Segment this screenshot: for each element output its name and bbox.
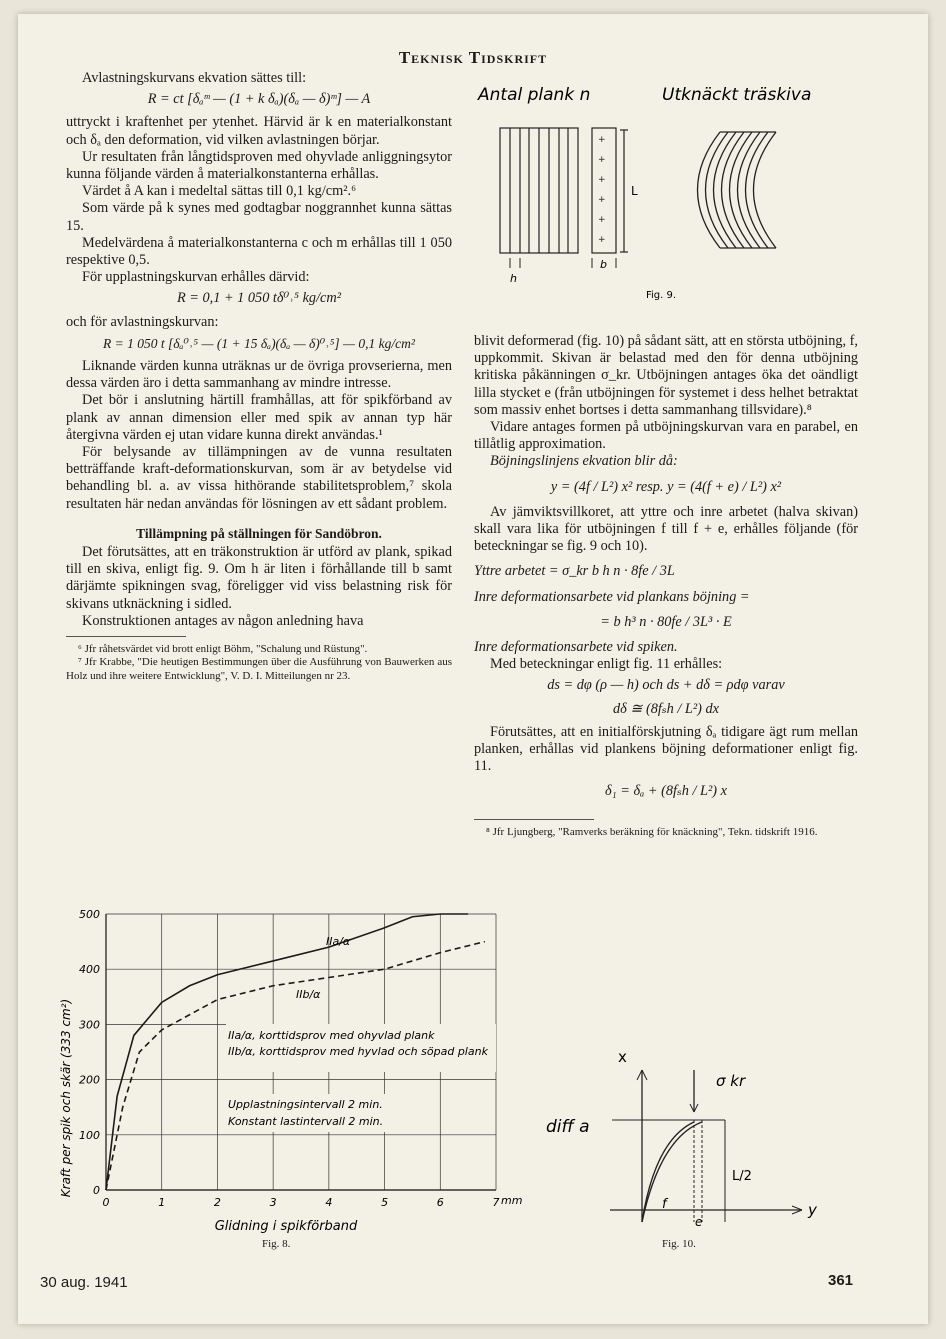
left-paragraph: För belysande av tillämpningen av de vunna resultaten betträffande kraft-deformationskurvan, som är av betydelse vid behandling bl. a. av vissa hithörande stabilitetsproblem,⁷ skola resultaten här nedan användas för lösningen av ett sådant problem. [66,444,452,512]
fig10-label-f: f [662,1197,667,1212]
left-paragraph: Konstruktionen antages av någon anledning hava [82,612,364,629]
x-tick-label: 1 [158,1196,166,1209]
chart-xunit: mm [501,1194,523,1207]
right-column [474,333,858,839]
legend-line-3: Upplastningsintervall 2 min. [228,1098,383,1111]
left-paragraph: Det bör i anslutning härtill framhållas, att för spikförband av plank av annan dimension eller med spik av annan typ här återgivna värden ej utan vidare kunna direkt användas.¹ [66,392,452,443]
left-paragraph: Avlastningskurvans ekvation sättes till: [82,70,307,86]
fig9-label-h: h [510,272,517,285]
fig10-label-sigma: σ kr [716,1072,746,1090]
fig10-label-x: x [618,1048,627,1066]
left-paragraph: Som värde på k synes med godtagbar noggrannhet kunna sättas 15. [66,200,452,234]
svg-text:+: + [598,155,606,165]
footnotes-left [66,643,452,683]
section-heading: Tillämpning på ställningen för Sandöbron. [136,525,382,541]
fig9-label-L: L [631,184,638,198]
fig10-caption: Fig. 10. [662,1238,696,1250]
journal-header: Teknisk Tidskrift [398,48,548,67]
left-paragraph: Ur resultaten från långtidsproven med ohyvlade anliggningsytor kunna följande värden å materialkonstanterna erhållas. [66,148,452,183]
y-tick-label: 300 [79,1018,100,1032]
right-paragraph: blivit deformerad (fig. 10) på sådant sätt, att en största utböjning, f, uppkommit. Skivan är belastad med den för denna utböjning kritiska påkänningen σ_kr. Utböjningen antages öka det oändligt lilla stycket e (från utböjningen för systemet i dess helhet betraktat som massiv enhet bortses i detta sammanhang tillsvidare).⁸ [474,333,858,418]
fig10-label-e: e [695,1215,703,1229]
fig9-diagram [470,80,870,301]
series-label-IIb: IIb/α [296,988,321,1001]
equation-unloading-values: R = 1 050 t [δₐ⁰˒⁵ — (1 + 15 δₐ)(δₐ — δ)⁰˒⁵] — 0,1 kg/cm² [103,335,415,351]
x-tick-label: 3 [269,1196,277,1209]
svg-text:+: + [598,175,606,185]
legend-line-2: IIb/α, korttidsprov med hyvlad och söpad plank [228,1045,488,1058]
fig10-label-half: L/2 [732,1169,752,1184]
right-paragraph: Med beteckningar enligt fig. 11 erhålles: [490,656,723,673]
legend-line-1: IIa/α, korttidsprov med ohyvlad plank [228,1029,435,1042]
left-paragraph: För upplastningskurvan erhålles därvid: [82,269,310,286]
svg-text:+: + [598,135,606,145]
fig9-title-left: Antal plank n [478,85,591,105]
page-number: 361 [828,1272,854,1289]
equation-delta1: δ₁ = δₐ + (8fₛh / L²) x [605,783,727,800]
equation-plank-work: = b h³ n · 80fe / 3L³ · E [600,613,732,630]
y-tick-label: 500 [79,908,100,921]
legend-line-4: Konstant lastintervall 2 min. [228,1115,384,1128]
footnote-8: ⁸ Jfr Ljungberg, "Ramverks beräkning för knäckning", Tekn. tidskrift 1916. [486,825,818,838]
y-tick-label: 400 [79,963,100,977]
svg-text:+: + [598,235,606,245]
fig10-label-diff: diff a [546,1117,590,1137]
equation-nail-ds: ds = dφ (ρ — h) och ds + dδ = ρdφ varav [547,677,785,694]
equation-bending-line: y = (4f / L²) x² resp. y = (4(f + e) / L²) x² [550,478,782,495]
buckled-board [698,132,777,248]
left-paragraph: Det förutsättes, att en träkonstruktion är utförd av plank, spikad till en skiva, enligt fig. 9. Om h är liten i förhållande till b samt därjämte spikningen svag, föreligger vid viss belastning risk för skivans utknäckning i sidled. [66,544,452,612]
equation-external-work: Yttre arbetet = σ_kr b h n · 8fe / 3L [474,563,675,580]
nail-marks [598,135,606,245]
deflection-curve-offset [642,1122,702,1222]
equation-nail-ddelta: dδ ≅ (8fₛh / L²) dx [613,700,719,717]
fig9-caption: Fig. 9. [646,290,677,301]
chart-xlabel: Glidning i spikförband [214,1219,358,1234]
left-paragraph: uttryckt i kraftenhet per ytenhet. Härvid är k en materialkonstant och δₐ den deformation, vid vilken avlastningen börjar. [66,114,452,148]
series-label-IIa: IIa/α [326,935,351,948]
plank-stack-front [500,128,578,253]
left-paragraph: och för avlastningskurvan: [66,313,219,330]
y-tick-label: 100 [79,1128,100,1142]
footnote-divider [474,819,594,820]
left-paragraph: Värdet å A kan i medeltal sättas till 0,1 kg/cm².⁶ [82,183,357,200]
x-tick-label: 5 [381,1196,389,1209]
left-paragraph: Liknande värden kunna uträknas ur de övriga provserierna, men dessa värden äro i detta sammanhang av mindre intresse. [66,358,452,392]
fig9-title-right: Utknäckt träskiva [662,85,812,105]
deflection-curve [642,1122,694,1222]
fig10-label-y: y [808,1201,817,1219]
right-paragraph: Inre deformationsarbete vid spiken. [474,639,678,656]
issue-date: 30 aug. 1941 [40,1274,128,1291]
footnote-6: ⁶ Jfr råhetsvärdet vid brott enligt Böhm, "Schalung und Rüstung". [78,643,368,656]
x-tick-label: 6 [436,1196,444,1209]
x-tick-label: 4 [325,1196,333,1209]
svg-text:+: + [598,215,606,225]
equation-loading: R = 0,1 + 1 050 tδ⁰˒⁵ kg/cm² [176,290,342,307]
fig9-label-b: b [600,258,607,271]
x-tick-label: 7 [492,1196,500,1209]
fig8-chart [56,898,523,1250]
right-paragraph: Böjningslinjens ekvation blir då: [490,453,678,470]
right-paragraph: Vidare antages formen på utböjningskurvan vara en parabel, en tillåtlig approximation. [474,419,858,453]
y-tick-label: 0 [93,1184,100,1197]
left-paragraph: Medelvärdena å materialkonstanterna c och m erhållas till 1 050 respektive 0,5. [66,234,452,269]
right-paragraph: Förutsättes, att en initialförskjutning δₐ tidigare ägt rum mellan planken, erhållas vid plankens böjning deformationer enligt fig. 11. [474,723,858,775]
right-paragraph: Av jämviktsvillkoret, att yttre och inre arbetet (halva skivan) skall vara lika för utböjningen f till f + e, erhålles följande (för beteckningar se fig. 9 och 10). [474,503,858,555]
x-tick-label: 0 [102,1196,110,1209]
fig8-caption: Fig. 8. [262,1238,291,1250]
equation-unloading: R = ct [δₐᵐ — (1 + k δₐ)(δₐ — δ)ᵐ] — A [147,91,371,108]
footnotes-right [474,826,858,839]
svg-text:+: + [598,195,606,205]
fig10-diagram [540,1040,840,1255]
left-column [66,70,452,683]
footnote-7: ⁷ Jfr Krabbe, "Die heutigen Bestimmungen über die Ausführung von Bauwerken aus Holz und ihre weitere Entwicklung", V. D. I. Mitteilungen nr 23. [66,656,452,682]
chart-ylabel: Kraft per spik och skär (333 cm²) [59,998,73,1198]
x-tick-label: 2 [213,1196,221,1209]
y-tick-label: 200 [79,1073,100,1087]
right-paragraph: Inre deformationsarbete vid plankans böjning = [474,588,750,605]
footnote-divider [66,636,186,637]
